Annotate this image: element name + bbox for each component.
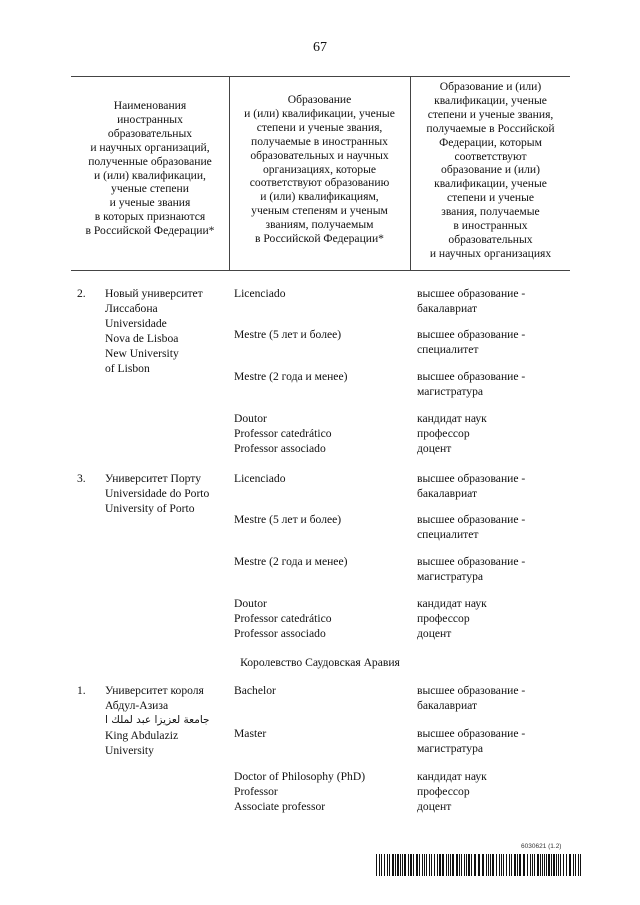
barcode-bar: [437, 854, 438, 876]
text-line: Университет Порту: [105, 472, 201, 485]
barcode-bar: [387, 854, 388, 876]
text-line: соответствуют образованию: [249, 176, 390, 190]
header-russian-education: [411, 80, 570, 261]
text-line: образовательных: [448, 232, 533, 246]
barcode-bar: [471, 854, 472, 876]
barcode-bar: [429, 854, 430, 876]
barcode-bar: [408, 854, 409, 876]
barcode-bar: [560, 854, 561, 876]
text-line: Наименования: [113, 99, 187, 112]
barcode-bar: [389, 854, 390, 876]
page-number: 67: [313, 40, 327, 55]
text-line: of Lisbon: [105, 362, 150, 375]
barcode-bar: [506, 854, 507, 876]
barcode-bar: [517, 854, 518, 876]
foreign-degree: Doutor Professor catedrático Professor associado: [234, 412, 332, 455]
barcode-bar: [452, 854, 454, 876]
barcode-bar: [509, 854, 510, 876]
barcode-bar: [422, 854, 423, 876]
institution-name-arabic: جامعة لعزيزا عبد لملك ا: [105, 714, 210, 726]
barcode-bar: [523, 854, 525, 876]
text-line: получаемые в Российской: [426, 121, 555, 135]
text-line: Лиссабона: [105, 302, 158, 315]
barcode-bar: [558, 854, 559, 876]
barcode-bar: [503, 854, 504, 876]
barcode-bar: [580, 854, 581, 876]
russian-equivalent: кандидат наук профессор доцент: [417, 412, 487, 455]
text-line: квалификации, ученые: [434, 93, 547, 107]
barcode-bar: [439, 854, 441, 876]
text-line: Universidade do Porto: [105, 487, 210, 500]
text-line: и (или) квалификациям,: [260, 190, 379, 204]
barcode-bar: [404, 854, 406, 876]
barcode-bar: [474, 854, 476, 876]
barcode-bar: [530, 854, 531, 876]
text-line: Новый университет: [105, 287, 203, 300]
barcode-bar: [490, 854, 491, 876]
barcode-bar: [395, 854, 396, 876]
barcode-bar: [488, 854, 489, 876]
barcode-bar: [413, 854, 414, 876]
barcode-bar: [542, 854, 543, 876]
text-line: образование и (или): [441, 163, 540, 177]
institution-name: [105, 471, 209, 516]
text-line: и научных организациях: [429, 246, 552, 260]
text-line: Федерации, которым: [439, 135, 542, 149]
document-stamp-number: 6030621 (1.2): [521, 843, 562, 850]
foreign-degree: Mestre (5 лет и более): [234, 513, 342, 526]
institution-name: Университет короля Абдул-Азиза جامعة لعزيزا عبد لملك ا King Abdulaziz University: [105, 684, 210, 757]
text-line: полученные образование: [88, 154, 212, 168]
barcode-bar: [450, 854, 451, 876]
text-line: организациях, которые: [262, 162, 377, 176]
text-line: в которых признаются: [94, 210, 206, 224]
barcode-bar: [563, 854, 564, 876]
entry-number: 1.: [77, 684, 86, 697]
barcode-bar: [446, 854, 447, 876]
barcode-bar: [402, 854, 403, 876]
barcode-bar: [553, 854, 555, 876]
text-line: иностранных: [117, 112, 183, 126]
russian-equivalent: кандидат наук профессор доцент: [417, 597, 487, 640]
barcode-bar: [410, 854, 412, 876]
barcode-bar: [544, 854, 545, 876]
barcode-bar: [514, 854, 516, 876]
barcode-bar: [519, 854, 521, 876]
text-line: и (или) квалификации,: [94, 168, 206, 182]
text-line: образовательных: [107, 126, 193, 140]
barcode-bar: [482, 854, 484, 876]
russian-equivalent: кандидат наук профессор доцент: [417, 770, 487, 813]
foreign-degree: Doctor of Philosophy (PhD) Professor Associate professor: [234, 770, 366, 813]
russian-equivalent: высшее образование - магистратура: [417, 727, 526, 755]
text-line: звания, получаемые: [441, 205, 540, 219]
barcode-bar: [466, 854, 467, 876]
barcode-bar: [376, 854, 377, 876]
barcode-bar: [527, 854, 528, 876]
text-line: и (или) квалификации, ученые: [244, 106, 395, 120]
table-top-rule: [71, 76, 570, 77]
russian-equivalent: высшее образование - специалитет: [417, 328, 526, 356]
text-line: University of Porto: [105, 502, 195, 515]
barcode-bar: [540, 854, 541, 876]
barcode-bar: [573, 854, 574, 876]
barcode-bar: [537, 854, 539, 876]
foreign-degree: Mestre (5 лет и более): [234, 328, 342, 341]
barcode-bar: [546, 854, 547, 876]
barcode-bar: [416, 854, 418, 876]
text-line: New University: [105, 347, 179, 360]
barcode-bar: [379, 854, 380, 876]
text-line: званиям, получаемым: [265, 218, 374, 232]
barcode-bar: [501, 854, 502, 876]
barcode-bar: [499, 854, 500, 876]
text-line: и научных организаций,: [90, 140, 210, 154]
text-line: ученым степеням и ученым: [251, 204, 388, 218]
text-line: в иностранных: [453, 219, 528, 233]
barcode-bar: [456, 854, 458, 876]
barcode-bar: [578, 854, 579, 876]
barcode-bar: [566, 854, 567, 876]
barcode-bar: [448, 854, 449, 876]
text-line: в Российской Федерации*: [85, 224, 215, 238]
barcode: [376, 854, 584, 876]
text-line: Nova de Lisboa: [105, 332, 179, 345]
barcode-bar: [551, 854, 552, 876]
text-line: степени и ученые звания,: [427, 107, 554, 121]
barcode-bar: [381, 854, 382, 876]
foreign-degree: Mestre (2 года и менее): [234, 555, 348, 568]
barcode-bar: [532, 854, 533, 876]
barcode-bar: [548, 854, 550, 876]
text-line: получаемые в иностранных: [251, 134, 388, 148]
barcode-bar: [431, 854, 432, 876]
barcode-bar: [496, 854, 497, 876]
foreign-degree: Master: [234, 727, 267, 740]
header-foreign-institutions: [72, 99, 228, 238]
russian-equivalent: высшее образование - магистратура: [417, 555, 526, 583]
russian-equivalent: высшее образование - бакалавриат: [417, 287, 526, 315]
foreign-degree: Licenciado: [234, 287, 286, 300]
barcode-bar: [397, 854, 399, 876]
institution-name: [105, 286, 203, 376]
foreign-degree: Licenciado: [234, 472, 286, 485]
barcode-bar: [478, 854, 480, 876]
text-line: образовательных и научных: [250, 148, 389, 162]
russian-equivalent: высшее образование - специалитет: [417, 513, 526, 541]
barcode-bar: [442, 854, 444, 876]
foreign-degree: Doutor Professor catedrático Professor associado: [234, 597, 332, 640]
barcode-bar: [468, 854, 470, 876]
barcode-bar: [511, 854, 512, 876]
text-line: Образование и (или): [439, 80, 542, 93]
table-header-bottom-rule: [71, 270, 570, 271]
russian-equivalent: высшее образование - магистратура: [417, 370, 526, 398]
barcode-bar: [464, 854, 465, 876]
barcode-bar: [424, 854, 425, 876]
barcode-bar: [534, 854, 535, 876]
text-line: и ученые звания: [109, 196, 191, 210]
barcode-bar: [569, 854, 571, 876]
barcode-bar: [419, 854, 420, 876]
russian-equivalent: высшее образование - бакалавриат: [417, 472, 526, 500]
foreign-degree: Bachelor: [234, 684, 276, 697]
barcode-bar: [426, 854, 427, 876]
text-line: соответствуют: [454, 149, 527, 163]
barcode-bar: [400, 854, 401, 876]
foreign-degree: Mestre (2 года и менее): [234, 370, 348, 383]
barcode-bar: [556, 854, 557, 876]
barcode-bar: [486, 854, 487, 876]
russian-equivalent: высшее образование - бакалавриат: [417, 684, 526, 712]
barcode-bar: [392, 854, 394, 876]
header-foreign-education: [230, 93, 409, 246]
entry-number: 3.: [77, 472, 86, 485]
barcode-bar: [434, 854, 435, 876]
text-line: степени и ученые звания,: [256, 120, 383, 134]
text-line: квалификации, ученые: [434, 177, 547, 191]
text-line: в Российской Федерации*: [255, 232, 384, 246]
barcode-bar: [384, 854, 385, 876]
barcode-bar: [459, 854, 460, 876]
section-title-country: Королевство Саудовская Аравия: [240, 656, 400, 669]
text-line: Образование: [287, 93, 352, 106]
text-line: Universidade: [105, 317, 167, 330]
barcode-bar: [575, 854, 576, 876]
barcode-bar: [461, 854, 462, 876]
text-line: степени и ученые: [446, 191, 535, 205]
barcode-bar: [492, 854, 494, 876]
entry-number: 2.: [77, 287, 86, 300]
text-line: ученые степени: [111, 182, 189, 196]
